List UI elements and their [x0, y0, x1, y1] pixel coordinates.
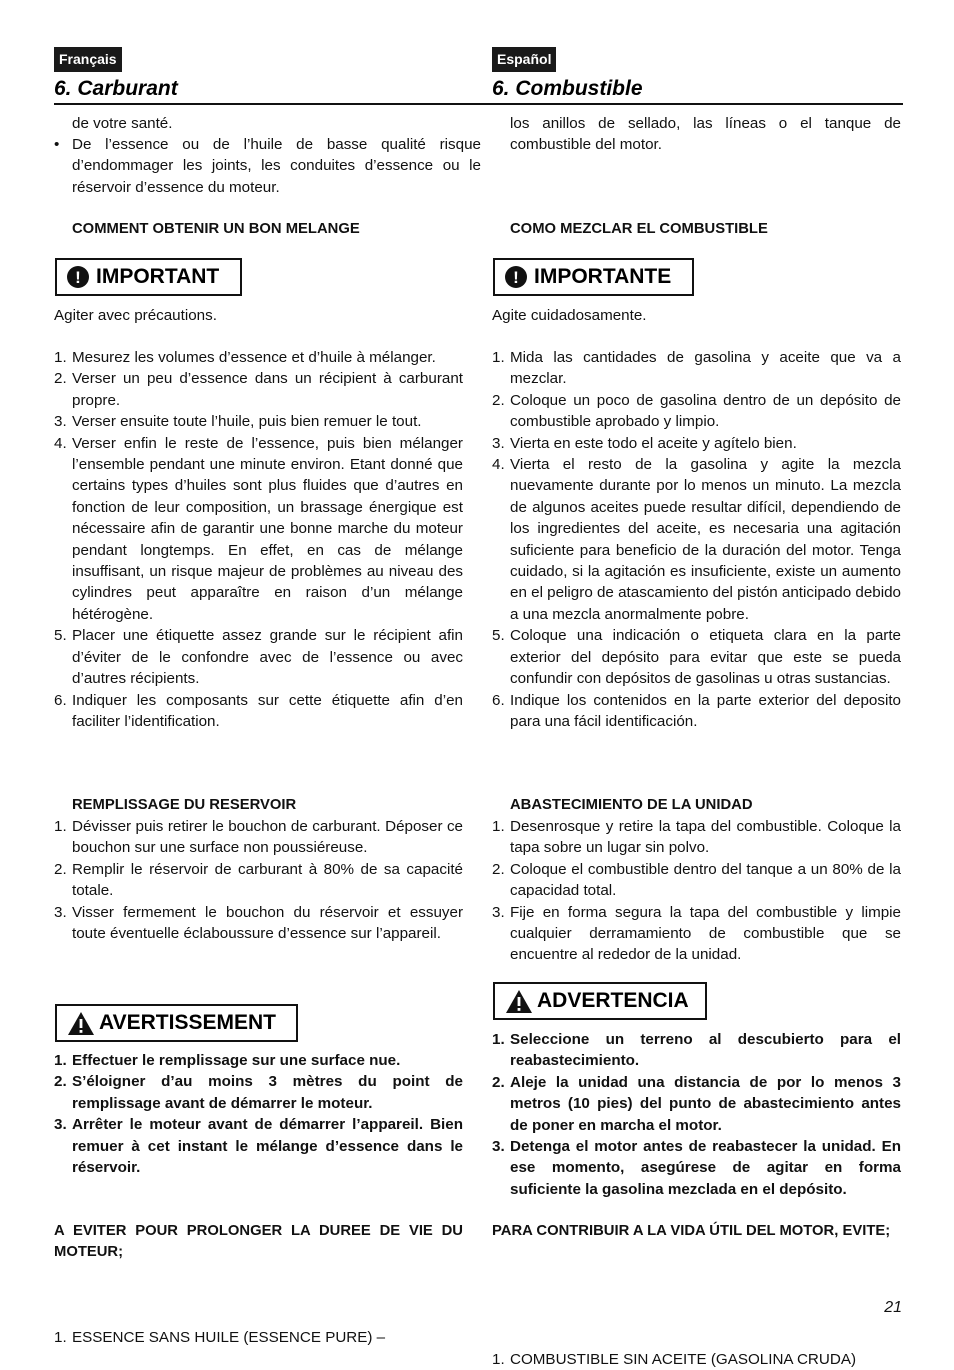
list-item: 4. Verser enfin le reste de l’essence, puis bien mélanger l’ensemble pendant une minute environ. Etant donné que certains types d’huiles sont plus fluides que d’autres en fonction de leur composition, un brassage énergique est nécessaire afin de garantir une bonne marche du moteur pendant longtemps. En effet, en cas de mélange insuffisant, un risque majeur de problèmes au niveau des cylindres peut apparaître en raison d’un mélange hétérogène.: [54, 434, 463, 623]
list-item: 5. Placer une étiquette assez grande sur le récipient afin d’éviter de le confondre avec de l’essence ou avec d’autres récipients.: [54, 627, 463, 688]
fr-avoid-heading: A EVITER POUR PROLONGER LA DUREE DE VIE DU MOTEUR;: [54, 1223, 463, 1261]
fr-important-text: Agiter avec précautions.: [54, 307, 217, 324]
header-rule: [54, 103, 903, 105]
fr-intro-continuation: de votre santé.: [72, 115, 173, 132]
list-item: 2. S’éloigner d’au moins 3 mètres du point de remplissage avant de démarrer le moteur.: [54, 1073, 463, 1112]
fr-warning-steps: [54, 1050, 463, 1178]
list-item: 2. Coloque un poco de gasolina dentro de un depósito de combustible aprobado y limpio.: [492, 391, 901, 431]
es-important-box: [493, 258, 694, 296]
fr-intro-bullet-text: De l’essence ou de l’huile de basse qualité risque d’endommager les joints, les conduites d’essence ou le réservoir d’essence du moteur.: [72, 136, 481, 196]
language-tag-spanish: Español: [492, 47, 556, 72]
es-mix-steps: [492, 347, 901, 732]
list-item: 1. Dévisser puis retirer le bouchon de carburant. Déposer ce bouchon sur une surface non poussiéreuse.: [54, 818, 463, 857]
list-item: 6. Indiquer les composants sur cette étiquette afin d’en faciliter l’identification.: [54, 691, 463, 730]
fr-mix-steps: [54, 347, 463, 732]
list-item: 2. Aleje la unidad una distancia de por lo menos 3 metros (10 pies) del punto de abastecimiento antes de poner en marcha el motor.: [492, 1073, 901, 1134]
es-intro-continuation: los anillos de sellado, las líneas o el tanque de combustible del motor.: [510, 115, 901, 154]
bullet-glyph: •: [54, 136, 60, 153]
list-item: 2. Coloque el combustible dentro del tanque a un 80% de la capacidad total.: [492, 860, 901, 900]
list-item: 1. Mida las cantidades de gasolina y aceite que va a mezclar.: [492, 349, 901, 388]
fr-mix-heading: COMMENT OBTENIR UN BON MELANGE: [72, 221, 360, 237]
list-item: 3. Arrêter le moteur avant de démarrer l’appareil. Bien remuer à cet instant le mélange d’essence dans le réservoir.: [54, 1116, 463, 1177]
list-item: 3. Visser fermement le bouchon du réservoir et essuyer toute éventuelle éclaboussure d’essence sur l’appareil.: [54, 903, 463, 943]
fr-warning-label: AVERTISSEMENT: [99, 1011, 276, 1035]
es-warning-label: ADVERTENCIA: [537, 989, 689, 1013]
fr-fill-steps: [54, 816, 463, 944]
list-item: 4. Vierta el resto de la gasolina y agite la mezcla nuevamente durante por lo menos un minuto. La mezcla de algunos aceites puede resultar difícil, dependiendo de los ingredientes del aceite, es necesaria una agitación suficiente para beneficio de la duración del motor. Tenga cuidado, si la agitación es insuficiente, existe un aumento en el peligro de atascamiento del pistón anticipado debido a una mezcla anormalmente pobre.: [492, 456, 901, 623]
list-item: 2. Verser un peu d’essence dans un récipient à carburant propre.: [54, 370, 463, 409]
fr-important-label: IMPORTANT: [96, 265, 220, 289]
es-fill-heading: ABASTECIMIENTO DE LA UNIDAD: [510, 797, 753, 813]
es-mix-heading: COMO MEZCLAR EL COMBUSTIBLE: [510, 221, 768, 237]
es-warning-box: [493, 982, 707, 1020]
page-number: 21: [884, 1299, 902, 1316]
es-fill-steps: [492, 816, 901, 966]
warning-triangle-icon: [505, 989, 533, 1014]
es-important-label: IMPORTANTE: [534, 265, 672, 289]
es-warning-steps: [492, 1029, 901, 1200]
exclamation-icon: !: [67, 266, 89, 288]
warning-triangle-icon: [67, 1011, 95, 1036]
list-item: 3. Verser ensuite toute l’huile, puis bien remuer le tout.: [54, 413, 422, 431]
fr-fill-heading: REMPLISSAGE DU RESERVOIR: [72, 797, 297, 813]
section-title-spanish: 6. Combustible: [492, 77, 643, 100]
es-avoid-heading: PARA CONTRIBUIR A LA VIDA ÚTIL DEL MOTOR, EVITE;: [492, 1223, 891, 1239]
list-item: 3. Vierta en este todo el aceite y agítelo bien.: [492, 434, 797, 452]
section-title-french: 6. Carburant: [54, 77, 178, 100]
exclamation-icon: !: [505, 266, 527, 288]
list-item: 5. Coloque una indicación o etiqueta clara en la parte exterior del depósito para evitar que este se pueda confundir con depósitos de gasolinas u otras sustancias.: [492, 627, 901, 688]
list-item: 2. Remplir le réservoir de carburant à 80% de sa capacité totale.: [54, 860, 463, 900]
list-item: 6. Indique los contenidos en la parte exterior del deposito para una fácil identificación.: [492, 691, 901, 730]
es-avoid-step: 1. COMBUSTIBLE SIN ACEITE (GASOLINA CRUDA): [492, 1350, 857, 1368]
list-item: 1. Mesurez les volumes d’essence et d’huile à mélanger.: [54, 349, 436, 366]
list-item: 1. Seleccione un terreno al descubierto para el reabastecimiento.: [492, 1031, 901, 1070]
es-important-text: Agite cuidadosamente.: [492, 307, 647, 324]
list-item: 3. Fije en forma segura la tapa del combustible y limpie cualquier derramamiento de combustible que se encuentre al rededor de la unidad.: [492, 903, 901, 964]
fr-important-box: [55, 258, 242, 296]
list-item: 1. Effectuer le remplissage sur une surface nue.: [54, 1052, 401, 1069]
list-item: 1. Desenrosque y retire la tapa del combustible. Coloque la tapa sobre un lugar sin polvo.: [492, 818, 901, 857]
fr-warning-box: [55, 1004, 298, 1042]
fr-avoid-step: 1. ESSENCE SANS HUILE (ESSENCE PURE) –: [54, 1329, 386, 1347]
list-item: 3. Detenga el motor antes de reabastecer la unidad. En ese momento, asegúrese de agitar en forma suficiente la gasolina mezclada en el depósito.: [492, 1138, 901, 1198]
fr-intro-bullet: [54, 134, 481, 198]
language-tag-french: Français: [54, 47, 122, 72]
